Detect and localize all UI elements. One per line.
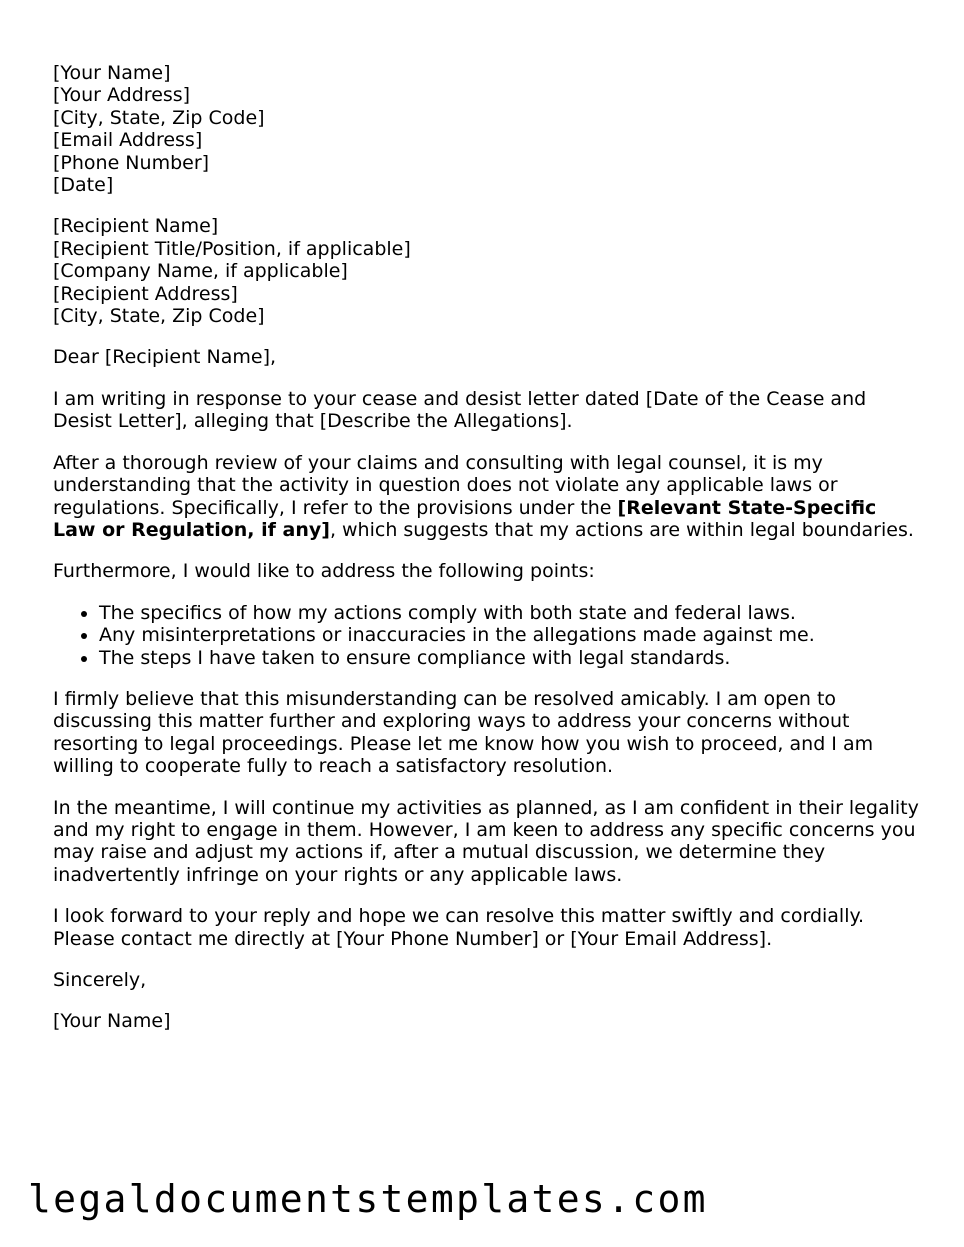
resolve-paragraph: I firmly believe that this misunderstanding can be resolved amicably. I am open to discussing this matter further and exploring ways to address your concerns without resorting to legal proceedings. Please let me know how you wish to proceed, and I am willing to cooperate fully to reach a satisfactory resolution. [53,687,874,778]
points-intro-paragraph: Furthermore, I would like to address the following points: [53,560,595,583]
closing-paragraph: I look forward to your reply and hope we can resolve this matter swiftly and cordially. Please contact me directly at [Your Phone Number] or [Your Email Address]. [53,905,865,950]
sender-name: [Your Name] [53,62,171,84]
signoff: Sincerely, [53,969,147,991]
letter-date: [Date] [53,174,114,197]
list-item: • The specifics of how my actions comply with both state and federal laws. [99,602,923,624]
recipient-name: [Recipient Name] [53,215,219,238]
sender-phone: [Phone Number] [53,151,210,174]
intro-paragraph: I am writing in response to your cease and desist letter dated [Date of the Cease and Desist Letter], alleging that [Describe the Allegations]. [53,387,867,433]
review-paragraph [53,452,923,542]
meantime-paragraph: In the meantime, I will continue my activities as planned, as I am confident in their legality and my right to engage in them. However, I am keen to address any specific concerns you may raise and adjust my actions if, after a mutual discussion, we determine they inadvertently infringe on your rights or any applicable laws. [53,796,919,886]
signature-name: [Your Name] [53,1010,171,1033]
letter-body [53,62,923,1052]
sender-address-block [53,62,923,196]
list-item: • Any misinterpretations or inaccuracies in the allegations made against me. [99,624,923,646]
recipient-city-state-zip: [City, State, Zip Code] [53,305,265,328]
site-watermark: legaldocumentstemplates.com [28,1177,708,1221]
sender-city-state-zip: [City, State, Zip Code] [53,106,265,129]
relevant-law-placeholder: [Relevant State-Specific Law or Regulation, if any] [53,496,877,541]
review-text-end: , which suggests that my actions are within legal boundaries. [329,518,914,541]
salutation: Dear [Recipient Name], [53,346,277,369]
recipient-address: [Recipient Address] [53,282,238,305]
list-item: • The steps I have taken to ensure compliance with legal standards. [99,647,923,669]
recipient-company: [Company Name, if applicable] [53,260,348,283]
review-text-start: After a thorough review of your claims and consulting with legal counsel, it is my understanding that the activity in question does not violate any applicable laws or regulations. Specifically, I refer to the provisions under the [53,451,838,519]
sender-address: [Your Address] [53,84,191,107]
recipient-title: [Recipient Title/Position, if applicable] [53,237,411,260]
points-list [53,602,923,669]
recipient-address-block [53,215,923,327]
sender-email: [Email Address] [53,129,203,152]
